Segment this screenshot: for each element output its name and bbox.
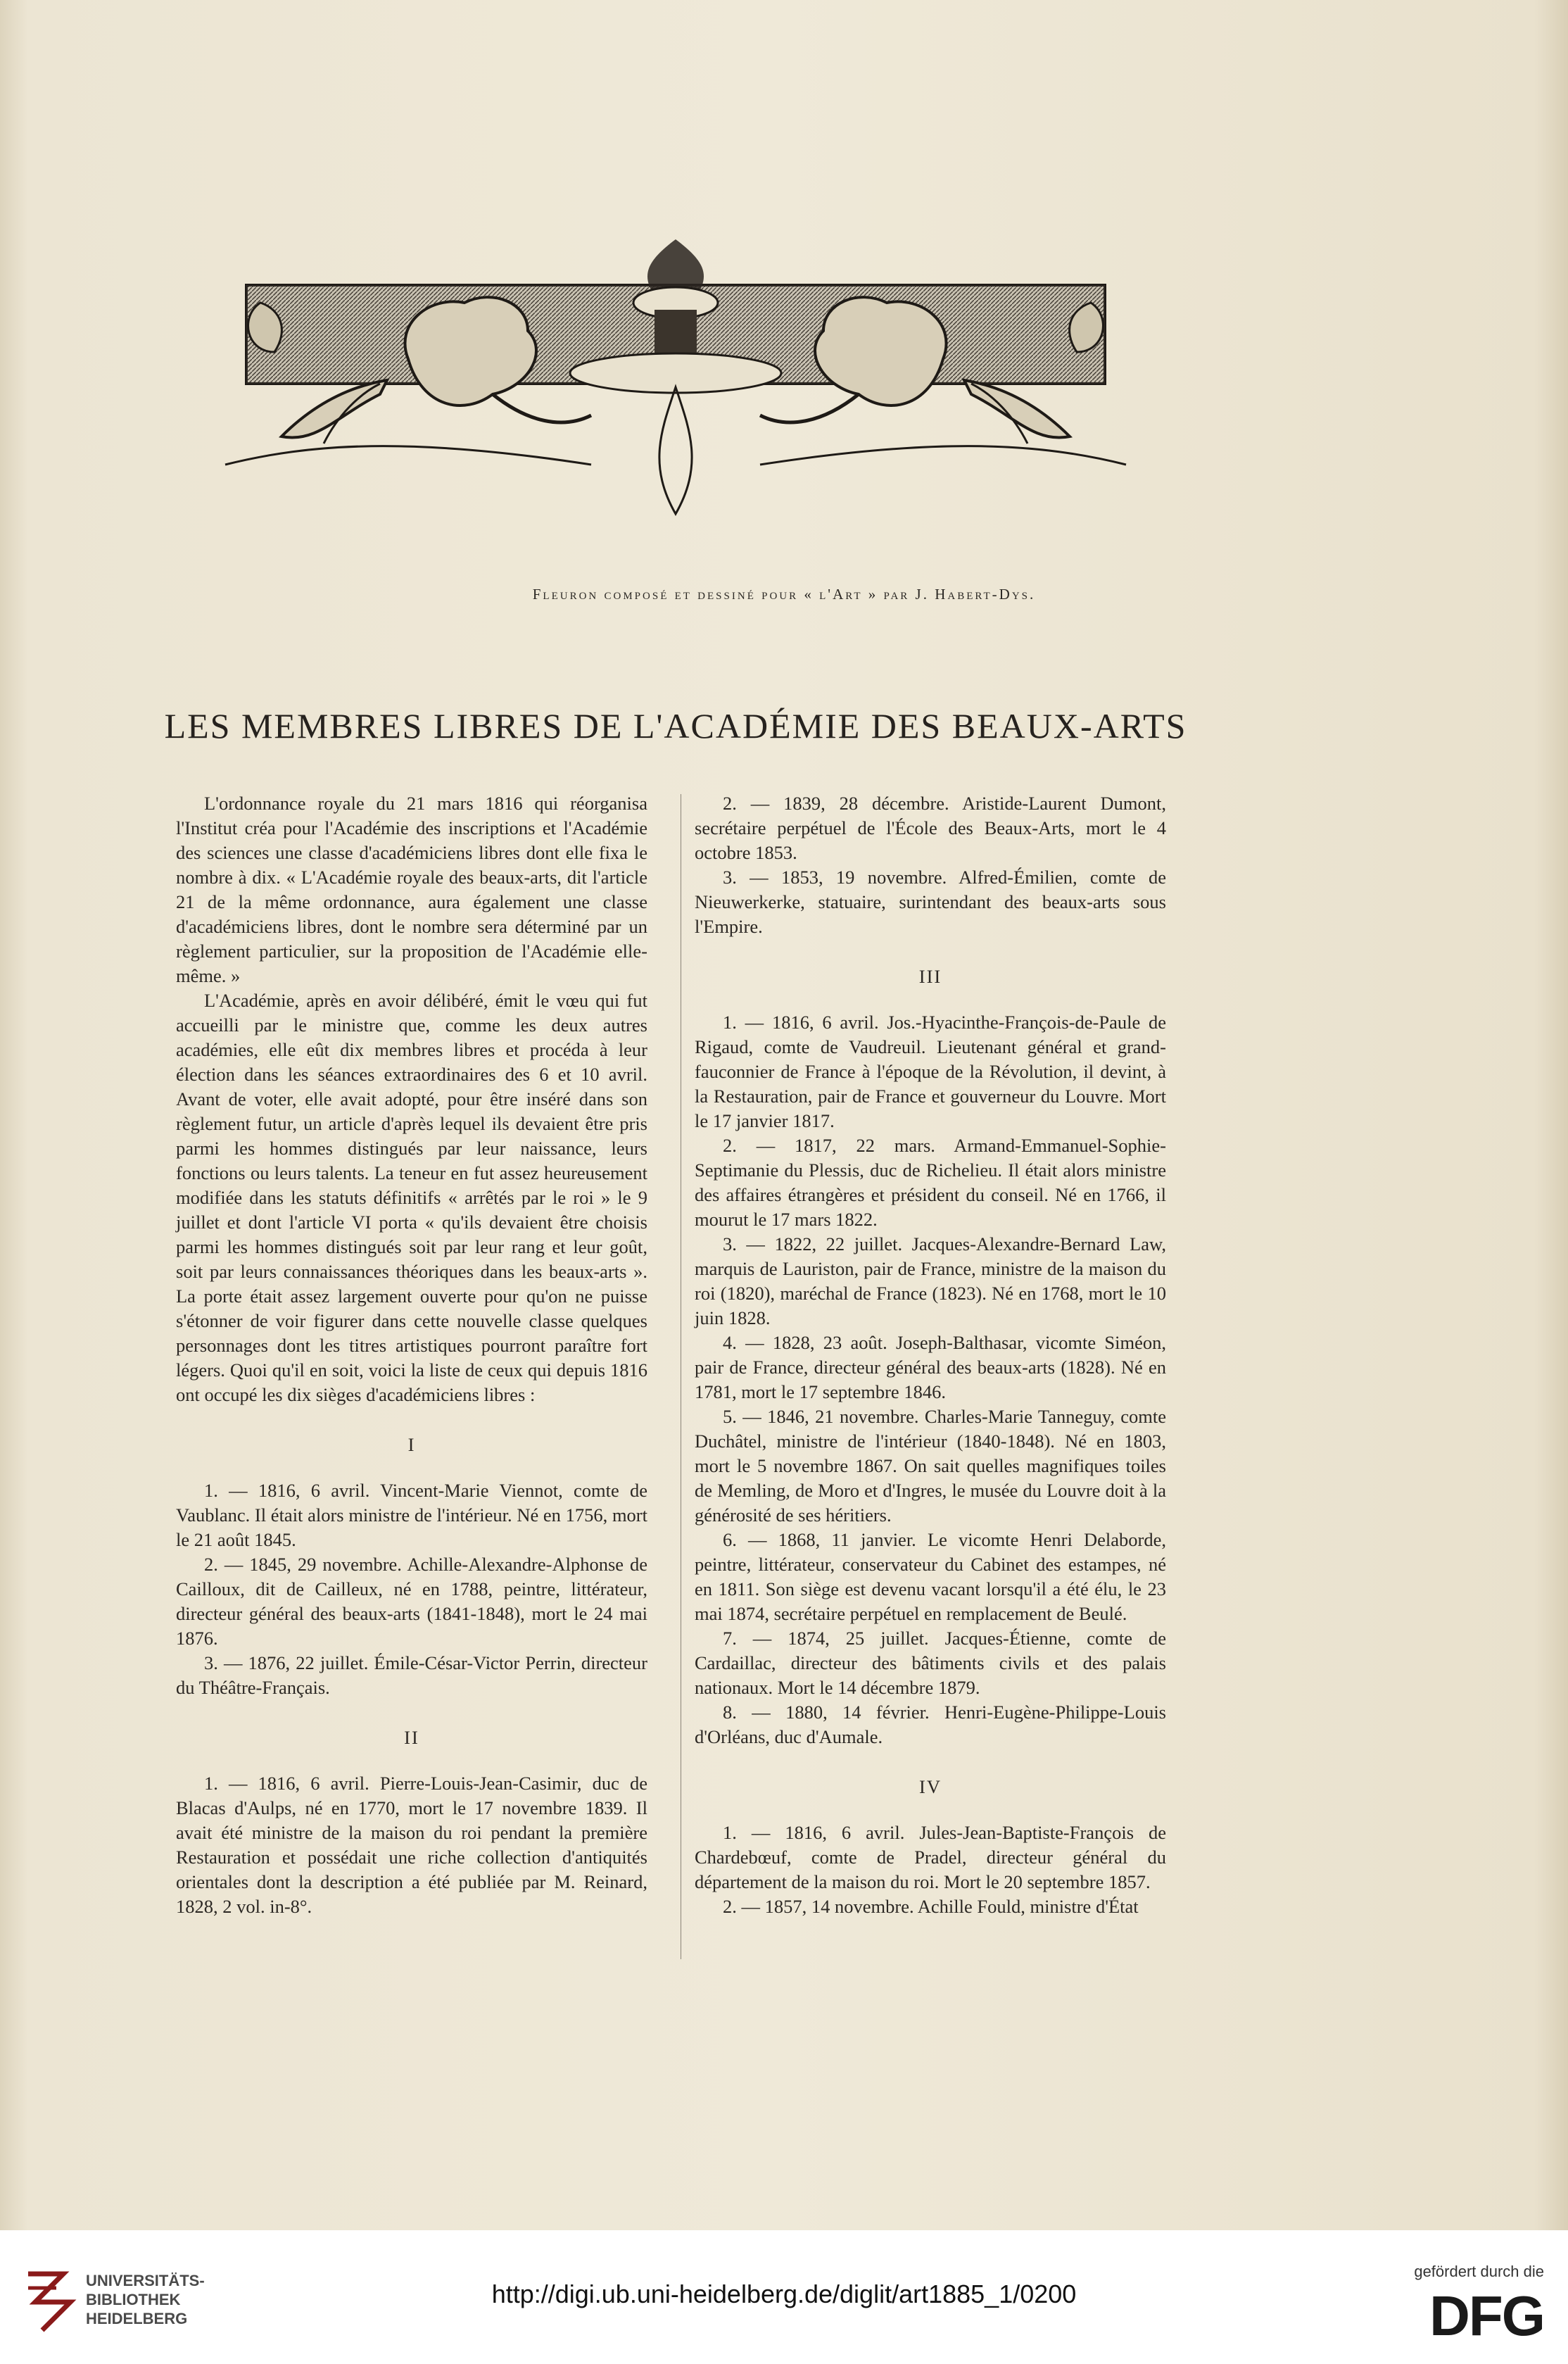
list-item: 1. — 1816, 6 avril. Vincent-Marie Viennot, comte de Vaublanc. Il était alors ministre de l'intérieur. Né en 1756, mort le 21 août 1845. (176, 1480, 647, 1550)
list-item: 2. — 1857, 14 novembre. Achille Fould, ministre d'État (723, 1896, 1139, 1917)
intro-paragraph-1: L'ordonnance royale du 21 mars 1816 qui réorganisa l'Institut créa pour l'Académie des inscriptions et l'Académie des sciences une classe d'académiciens libres dont elle fixa le nombre à dix. « L'Académie royale des beaux-arts, dit l'article 21 de la même ordonnance, aura également une classe d'académiciens libres, dont le nombre sera déterminé par un règlement particulier, sur la proposition de l'Académie elle-même. » (176, 793, 647, 986)
list-item: 3. — 1822, 22 juillet. Jacques-Alexandre-Bernard Law, marquis de Lauriston, pair de France, ministre de la maison du roi (1820), maréchal de France (1823). Né en 1768, mort le 10 juin 1828. (695, 1233, 1166, 1328)
fleuron-caption: Fleuron composé et dessiné pour « l'Art » par J. Habert-Dys. (532, 586, 1036, 603)
section-heading-4: IV (919, 1776, 942, 1797)
library-name-line: BIBLIOTHEK (86, 2291, 181, 2308)
list-item: 1. — 1816, 6 avril. Jos.-Hyacinthe-François-de-Paule de Rigaud, comte de Vaudreuil. Lieutenant général et grand-fauconnier de France à l'époque de la Révolution, il devint, à la Restauration, pair de France et gouverneur du Louvre. Mort le 17 janvier 1817. (695, 1012, 1166, 1131)
list-item: 5. — 1846, 21 novembre. Charles-Marie Tanneguy, comte Duchâtel, ministre de l'intérieur (1840-1848). Né en 1803, mort le 5 novembre 1867. On sait quelles magnifiques toiles de Memling, de Moro et d'Ingres, le musée du Louvre doit à la générosité de ses héritiers. (695, 1406, 1166, 1526)
fleuron-engraving (197, 232, 1154, 556)
section-heading-2: II (404, 1727, 419, 1748)
article-title: LES MEMBRES LIBRES DE L'ACADÉMIE DES BEAUX-ARTS (164, 706, 1187, 746)
list-item: 8. — 1880, 14 février. Henri-Eugène-Philippe-Louis d'Orléans, duc d'Aumale. (695, 1702, 1166, 1747)
library-name-line: UNIVERSITÄTS- (86, 2272, 205, 2289)
list-item: 2. — 1817, 22 mars. Armand-Emmanuel-Sophie-Septimanie du Plessis, duc de Richelieu. Il était alors ministre des affaires étrangères et président du conseil. Né en 1766, il mourut le 17 mars 1822. (695, 1135, 1166, 1230)
list-item: 6. — 1868, 11 janvier. Le vicomte Henri Delaborde, peintre, littérateur, conservateur du Cabinet des estampes, né en 1811. Son siège est devenu vacant lorsqu'il a été élu, le 23 mai 1874, secrétaire perpétuel en remplacement de Beulé. (695, 1529, 1166, 1624)
dfg-logo: DFG (1429, 2284, 1544, 2347)
section-heading-3: III (918, 966, 942, 987)
list-item: 1. — 1816, 6 avril. Jules-Jean-Baptiste-François de Chardebœuf, comte de Pradel, directeur général du département de la maison du roi. Mort le 20 septembre 1857. (695, 1822, 1166, 1892)
section-heading-1: I (407, 1434, 416, 1455)
list-item: 3. — 1876, 22 juillet. Émile-César-Victor Perrin, directeur du Théâtre-Français. (176, 1652, 647, 1698)
intro-paragraph-2: L'Académie, après en avoir délibéré, émit le vœu qui fut accueilli par le ministre que, comme les deux autres académies, elle eût dix membres libres et procéda à leur élection dans les séances extraordinaires des 6 et 10 avril. Avant de voter, elle avait adopté, pour être inséré dans son règlement futur, un article d'après lequel ils devaient être pris parmi les hommes distingués par leur naissance, leurs fonctions ou leurs talents. La teneur en fut assez heureusement modifiée dans les statuts définitifs « arrêtés par le roi » le 9 juillet et dont l'article VI porta « qu'ils devaient être choisis parmi les hommes distingués soit par leur rang et leur goût, soit par leurs connaissances théoriques dans les beaux-arts ». La porte était assez largement ouverte pour qu'on ne puisse s'étonner de voir figurer dans cette nouvelle classe quelques personnages dont les titres artistiques pourront paraître fort légers. Quoi qu'il en soit, voici la liste de ceux qui depuis 1816 ont occupé les dix sièges d'académiciens libres : (176, 990, 647, 1405)
funder-label: gefördert durch die (1414, 2263, 1544, 2280)
list-item: 3. — 1853, 19 novembre. Alfred-Émilien, comte de Nieuwerkerke, statuaire, surintendant des beaux-arts sous l'Empire. (695, 867, 1166, 937)
list-item: 7. — 1874, 25 juillet. Jacques-Étienne, comte de Cardaillac, directeur des bâtiments civils et des palais nationaux. Mort le 14 décembre 1879. (695, 1628, 1166, 1698)
list-item: 4. — 1828, 23 août. Joseph-Balthasar, vicomte Siméon, pair de France, directeur général des beaux-arts (1828). Né en 1781, mort le 17 septembre 1846. (695, 1332, 1166, 1402)
list-item: 1. — 1816, 6 avril. Pierre-Louis-Jean-Casimir, duc de Blacas d'Aulps, né en 1770, mort le 17 novembre 1839. Il avait été ministre de la maison du roi pendant la première Restauration et possédait une riche collection d'antiquités orientales dont la description a été publiée par M. Reinard, 1828, 2 vol. in-8°. (176, 1773, 647, 1917)
source-url-link[interactable]: http://digi.ub.uni-heidelberg.de/diglit/art1885_1/0200 (491, 2280, 1077, 2308)
list-item: 2. — 1845, 29 novembre. Achille-Alexandre-Alphonse de Cailloux, dit de Cailleux, né en 1788, peintre, littérateur, directeur général des beaux-arts (1841-1848), mort le 24 mai 1876. (176, 1554, 647, 1649)
right-column (695, 791, 1166, 1919)
left-column (176, 791, 647, 1919)
list-item: 2. — 1839, 28 décembre. Aristide-Laurent Dumont, secrétaire perpétuel de l'École des Beaux-Arts, mort le 4 octobre 1853. (695, 793, 1166, 863)
library-name-line: HEIDELBERG (86, 2310, 188, 2327)
